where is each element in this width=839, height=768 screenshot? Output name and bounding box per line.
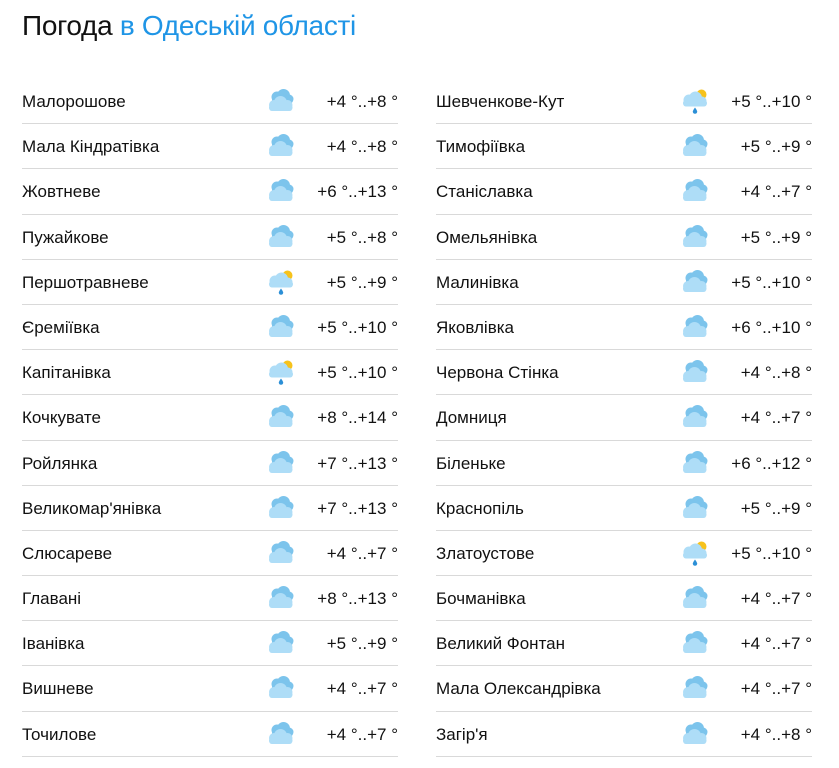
cloudy-icon [680,224,710,250]
city-row[interactable] [436,621,812,666]
city-row[interactable] [436,169,812,214]
temperature-range: +5 °..+9 ° [740,227,812,247]
temperature-range: +5 °..+9 ° [740,137,812,157]
city-name[interactable]: Єреміївка [22,317,100,337]
cloudy-icon [266,450,296,476]
city-name[interactable]: Мала Кіндратівка [22,137,160,157]
city-row[interactable] [22,712,398,757]
city-row[interactable] [436,260,812,305]
temperature-range: +5 °..+8 ° [326,227,398,247]
city-row[interactable] [436,79,812,124]
city-row[interactable] [22,576,398,621]
temperature-range: +7 °..+13 ° [317,498,398,518]
temperature-range: +6 °..+13 ° [317,182,398,202]
city-name[interactable]: Домниця [436,408,507,428]
city-name[interactable]: Станіславка [436,182,533,202]
sun-rain-icon [680,88,710,114]
temperature-range: +5 °..+10 ° [731,272,812,292]
city-row[interactable] [436,305,812,350]
temperature-range: +4 °..+7 ° [740,408,812,428]
city-name[interactable]: Ройлянка [22,453,98,473]
temperature-range: +4 °..+7 ° [326,724,398,744]
city-name[interactable]: Главані [22,589,82,609]
right-city-list [436,79,812,757]
cloudy-icon [266,721,296,747]
temperature-range: +4 °..+7 ° [740,679,812,699]
temperature-range: +4 °..+8 ° [326,92,398,111]
sun-rain-icon [266,359,296,385]
city-name[interactable]: Малорошове [22,92,126,111]
cloudy-icon [680,133,710,159]
temperature-range: +5 °..+9 ° [326,634,398,654]
city-name[interactable]: Златоустове [436,543,535,563]
temperature-range: +4 °..+7 ° [740,182,812,202]
city-name[interactable]: Кочкувате [22,408,101,428]
cloudy-icon [266,675,296,701]
temperature-range: +4 °..+7 ° [326,543,398,563]
temperature-range: +5 °..+10 ° [317,363,398,383]
sun-rain-icon [266,269,296,295]
city-name[interactable]: Мала Олександрівка [436,679,601,699]
cloudy-icon [266,178,296,204]
city-name[interactable]: Слюсареве [22,543,113,563]
temperature-range: +4 °..+7 ° [326,679,398,699]
cloudy-icon [680,721,710,747]
city-row[interactable] [436,441,812,486]
city-name[interactable]: Вишневе [22,679,94,699]
city-name[interactable]: Омельянівка [436,227,538,247]
cloudy-icon [680,314,710,340]
city-row[interactable] [436,395,812,440]
page-title-main: Погода [22,10,113,41]
cloudy-icon [680,585,710,611]
cloudy-icon [680,404,710,430]
cloudy-icon [680,359,710,385]
cloudy-icon [680,675,710,701]
temperature-range: +5 °..+9 ° [740,498,812,518]
temperature-range: +5 °..+9 ° [326,272,398,292]
city-name[interactable]: Біленьке [436,453,506,473]
city-name[interactable]: Іванівка [22,634,85,654]
city-row[interactable] [22,666,398,711]
cloudy-icon [266,314,296,340]
cloudy-icon [266,540,296,566]
city-row[interactable] [22,395,398,440]
page-title [22,6,356,46]
city-name[interactable]: Загір'я [436,724,488,744]
cloudy-icon [266,133,296,159]
cloudy-icon [266,224,296,250]
cloudy-icon [266,404,296,430]
cloudy-icon [266,585,296,611]
city-row[interactable] [436,531,812,576]
city-name[interactable]: Малинівка [436,272,519,292]
cloudy-icon [266,88,296,114]
temperature-range: +4 °..+7 ° [740,634,812,654]
temperature-range: +4 °..+7 ° [740,589,812,609]
city-row[interactable] [436,124,812,169]
city-row[interactable] [22,124,398,169]
city-row[interactable] [22,441,398,486]
city-name[interactable]: Першотравневе [22,272,149,292]
temperature-range: +5 °..+10 ° [317,317,398,337]
sun-rain-icon [680,540,710,566]
city-name[interactable]: Великомар'янівка [22,498,162,518]
temperature-range: +4 °..+8 ° [740,363,812,383]
city-name[interactable]: Яковлівка [436,317,514,337]
city-name[interactable]: Пужайкове [22,227,109,247]
temperature-range: +6 °..+12 ° [731,453,812,473]
temperature-range: +4 °..+8 ° [326,137,398,157]
city-name[interactable]: Тимофіївка [436,137,526,157]
city-row[interactable] [22,260,398,305]
city-name[interactable]: Краснопіль [436,498,524,518]
cloudy-icon [680,450,710,476]
temperature-range: +8 °..+14 ° [317,408,398,428]
city-row[interactable] [436,215,812,260]
city-row[interactable] [22,350,398,395]
cloudy-icon [680,495,710,521]
cloudy-icon [266,630,296,656]
city-row[interactable] [22,169,398,214]
city-row[interactable] [22,215,398,260]
city-row[interactable] [22,79,398,124]
temperature-range: +4 °..+8 ° [740,724,812,744]
city-name[interactable]: Точилове [22,724,97,744]
temperature-range: +8 °..+13 ° [317,589,398,609]
city-name[interactable]: Жовтневе [22,182,101,202]
temperature-range: +7 °..+13 ° [317,453,398,473]
cloudy-icon [266,495,296,521]
page-title-region: в Одеській області [119,10,356,41]
city-name[interactable]: Великий Фонтан [436,634,566,654]
temperature-range: +6 °..+10 ° [731,317,812,337]
city-row[interactable] [22,531,398,576]
cloudy-icon [680,630,710,656]
city-row[interactable] [22,621,398,666]
city-row[interactable] [436,486,812,531]
city-name[interactable]: Бочманівка [436,589,526,609]
city-row[interactable] [22,305,398,350]
city-row[interactable] [436,712,812,757]
temperature-range: +5 °..+10 ° [731,92,812,111]
temperature-range: +5 °..+10 ° [731,543,812,563]
city-name[interactable]: Червона Стінка [436,363,559,383]
city-row[interactable] [436,666,812,711]
city-name[interactable]: Шевченкове-Кут [436,92,565,111]
cloudy-icon [680,269,710,295]
left-city-list [22,79,398,757]
city-row[interactable] [436,576,812,621]
city-name[interactable]: Капітанівка [22,363,111,383]
cloudy-icon [680,178,710,204]
city-row[interactable] [22,486,398,531]
city-row[interactable] [436,350,812,395]
